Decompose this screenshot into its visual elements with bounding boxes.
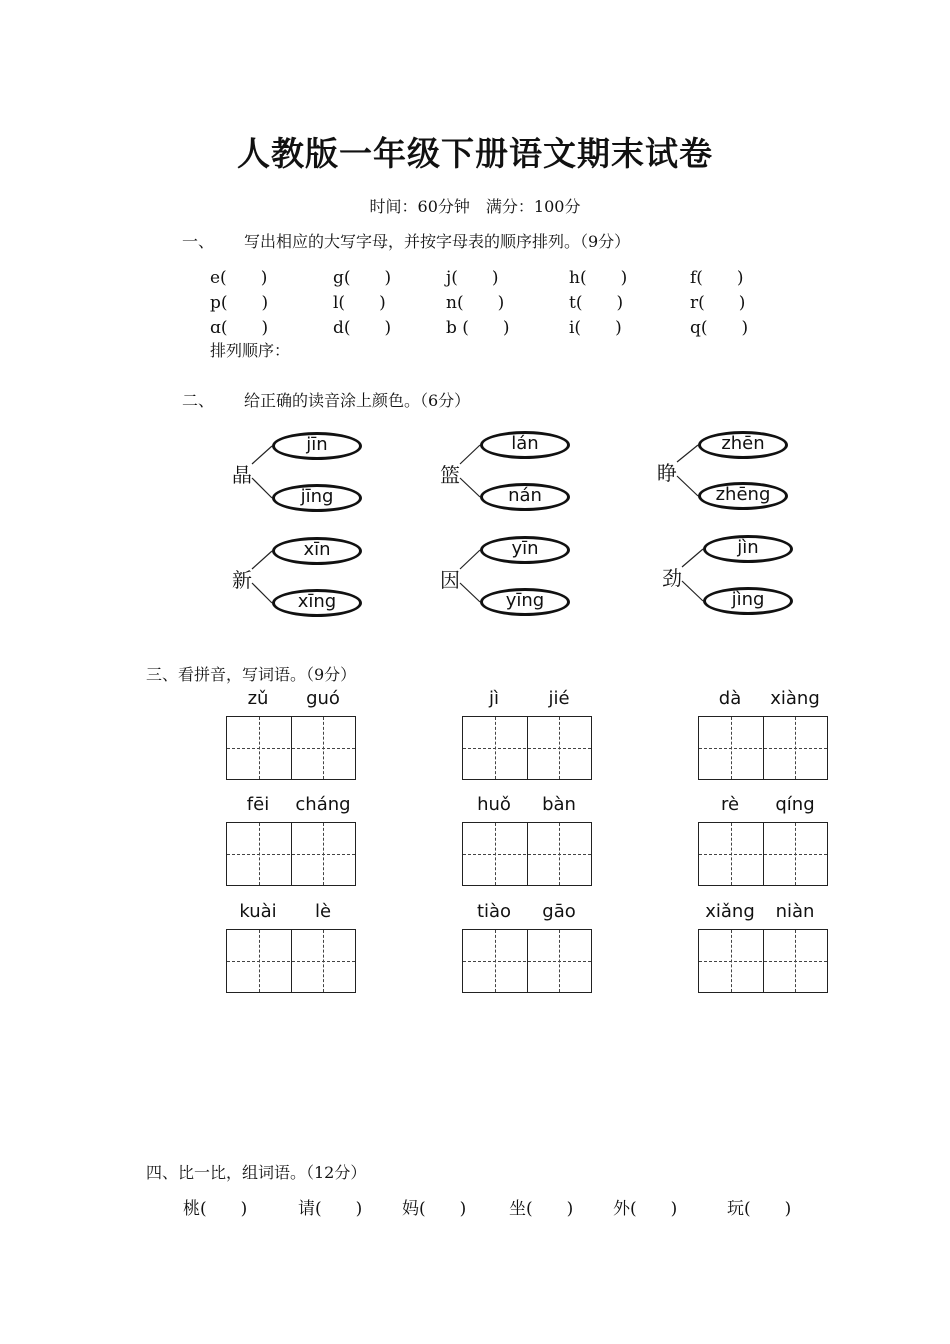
branch-line [682, 549, 703, 567]
branch-line [677, 476, 698, 496]
pinyin-option-oval[interactable] [272, 432, 362, 460]
branch-line [252, 551, 272, 569]
pinyin-option-label: lán [511, 432, 539, 454]
section4-heading: 四、比一比，组词语。（12分） [146, 1163, 367, 1182]
pinyin-syllable: gāo [542, 901, 576, 922]
pinyin-syllable: dà [718, 688, 742, 709]
grid-line [227, 854, 355, 855]
pinyin-option-label: jīn [306, 433, 328, 455]
character-5: 因 [440, 568, 460, 592]
pinyin-syllable: jié [548, 688, 570, 709]
pinyin-syllable: lè [314, 901, 332, 922]
pinyin-option-label: jīng [300, 485, 334, 507]
pinyin-syllable: xiǎng [705, 901, 755, 922]
pinyin-option-label: nán [508, 484, 542, 506]
writing-grid[interactable] [462, 929, 592, 993]
letter-blank[interactable]: t( ) [569, 293, 624, 313]
character-1: 晶 [232, 463, 252, 487]
branch-line [460, 445, 480, 464]
order-label: 排列顺序： [210, 341, 291, 360]
pinyin-syllable: huǒ [477, 794, 511, 815]
pinyin-option-oval[interactable] [698, 431, 788, 459]
writing-grid[interactable] [698, 822, 828, 886]
pinyin-option-oval[interactable] [480, 536, 570, 564]
letter-blank[interactable]: g( ) [333, 268, 392, 288]
grid-line [463, 854, 591, 855]
pinyin-option-label: xīn [303, 538, 331, 560]
compare-blank[interactable]: 桃( ) [183, 1199, 248, 1219]
compare-blank[interactable]: 外( ) [613, 1199, 678, 1219]
pinyin-option-oval[interactable] [480, 588, 570, 616]
compare-blank[interactable]: 玩( ) [727, 1199, 792, 1219]
grid-line [463, 748, 591, 749]
pinyin-syllable: niàn [775, 901, 815, 922]
pinyin-option-oval[interactable] [698, 482, 788, 510]
grid-line [699, 961, 827, 962]
letter-blank[interactable]: e( ) [210, 268, 268, 288]
pinyin-option-oval[interactable] [480, 483, 570, 511]
letter-blank[interactable]: q( ) [690, 318, 749, 338]
pinyin-syllable: rè [720, 794, 740, 815]
pinyin-option-oval[interactable] [703, 587, 793, 615]
writing-grid[interactable] [462, 822, 592, 886]
pinyin-option-label: yīn [511, 537, 539, 559]
pinyin-syllable: fēi [246, 794, 270, 815]
branch-line [682, 581, 703, 601]
section1-number: 一、 [182, 232, 215, 251]
pinyin-syllable: cháng [295, 794, 351, 815]
pinyin-option-label: yīng [505, 589, 545, 611]
letter-blank[interactable]: ɑ( ) [210, 318, 269, 338]
character-2: 篮 [440, 463, 460, 487]
writing-grid[interactable] [462, 716, 592, 780]
pinyin-option-label: zhēng [715, 483, 771, 505]
branch-line [677, 445, 698, 462]
branch-line [252, 478, 272, 498]
pinyin-syllable: qíng [775, 794, 815, 815]
grid-line [227, 748, 355, 749]
pinyin-syllable: tiào [476, 901, 512, 922]
letter-blank[interactable]: l( ) [333, 293, 386, 313]
section3-heading: 三、看拼音，写词语。（9分） [146, 665, 357, 684]
pinyin-option-label: jìn [737, 536, 759, 558]
pinyin-syllable: guó [306, 688, 340, 709]
writing-grid[interactable] [698, 929, 828, 993]
pinyin-syllable: bàn [542, 794, 576, 815]
compare-blank[interactable]: 请( ) [298, 1199, 363, 1219]
letter-blank[interactable]: h( ) [569, 268, 628, 288]
pinyin-option-oval[interactable] [272, 484, 362, 512]
character-4: 新 [232, 568, 252, 592]
writing-grid[interactable] [698, 716, 828, 780]
branch-line [252, 583, 272, 603]
branch-line [460, 478, 480, 497]
compare-blank[interactable]: 妈( ) [402, 1199, 467, 1219]
pinyin-syllable: jì [488, 688, 499, 709]
pinyin-syllable: kuài [239, 901, 277, 922]
letter-blank[interactable]: d( ) [333, 318, 392, 338]
pinyin-option-oval[interactable] [272, 537, 362, 565]
compare-blank[interactable]: 坐( ) [509, 1199, 574, 1219]
exam-time-score: 时间：60分钟 满分：100分 [369, 197, 581, 216]
branch-line [460, 583, 480, 602]
letter-blank[interactable]: n( ) [446, 293, 505, 313]
section1-instruction: 写出相应的大写字母，并按字母表的顺序排列。（9分） [244, 232, 631, 251]
branch-line [252, 446, 272, 464]
pinyin-option-oval[interactable] [480, 431, 570, 459]
pinyin-option-oval[interactable] [272, 589, 362, 617]
pinyin-option-label: xīng [297, 590, 337, 612]
writing-grid[interactable] [226, 929, 356, 993]
writing-grid[interactable] [226, 716, 356, 780]
section2-instruction: 给正确的读音涂上颜色。（6分） [244, 391, 471, 410]
grid-line [699, 748, 827, 749]
letter-blank[interactable]: r( ) [690, 293, 746, 313]
grid-line [699, 854, 827, 855]
section2-number: 二、 [182, 391, 215, 410]
letter-blank[interactable]: i( ) [569, 318, 622, 338]
letter-blank[interactable]: j( ) [446, 268, 499, 288]
grid-line [227, 961, 355, 962]
character-3: 睁 [657, 461, 677, 485]
pinyin-syllable: zǔ [247, 688, 269, 709]
writing-grid[interactable] [226, 822, 356, 886]
pinyin-option-label: zhēn [721, 432, 765, 454]
pinyin-syllable: xiàng [770, 688, 820, 709]
branch-line [460, 550, 480, 569]
page-title: 人教版一年级下册语文期末试卷 [237, 134, 713, 173]
letter-blank[interactable]: p( ) [210, 293, 269, 313]
letter-blank[interactable]: f( ) [690, 268, 744, 288]
pinyin-option-oval[interactable] [703, 535, 793, 563]
pinyin-option-label: jìng [731, 588, 765, 610]
grid-line [463, 961, 591, 962]
character-6: 劲 [662, 566, 682, 590]
letter-blank[interactable]: b ( ) [446, 318, 510, 338]
